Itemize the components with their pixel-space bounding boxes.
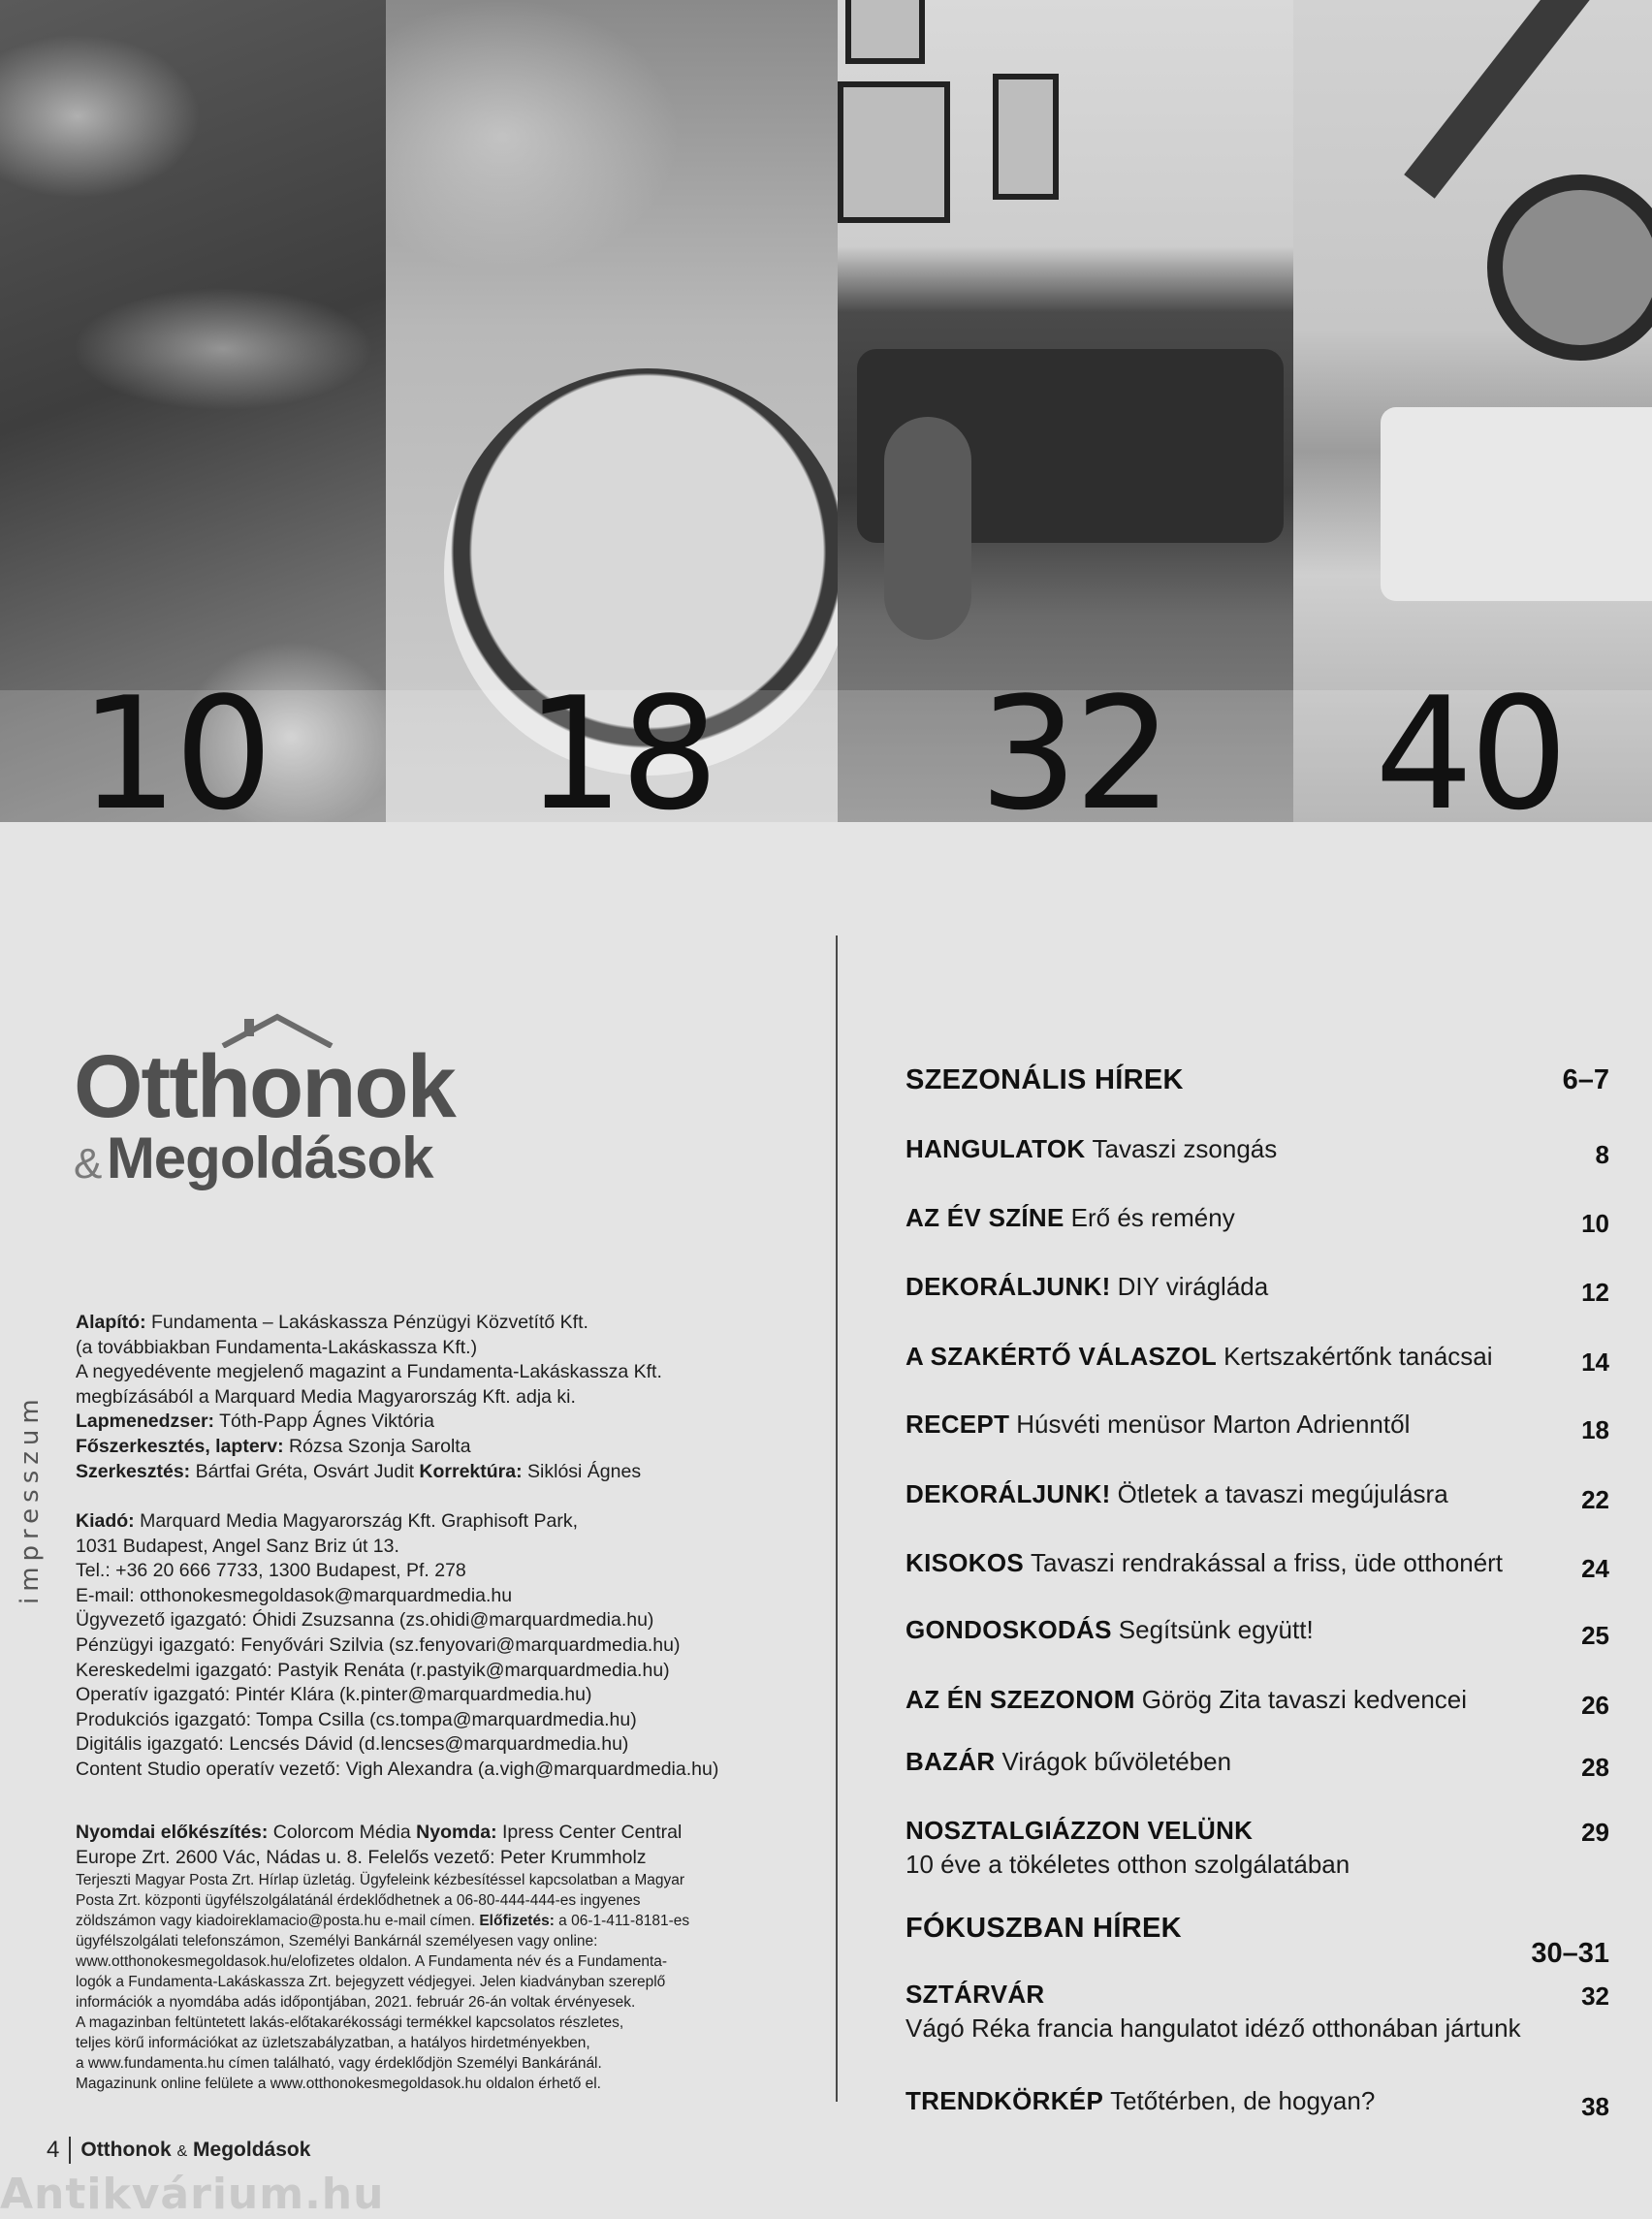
toc-entry <box>905 1980 1609 2044</box>
toc-page-number: 22 <box>1581 1485 1609 1514</box>
impressum-line: Content Studio operatív vezető: Vigh Alexandra (a.vigh@marquardmedia.hu) <box>76 1758 719 1780</box>
toc-entry <box>905 1064 1609 1096</box>
impressum-line: Szerkesztés: Bártfai Gréta, Osvárt Judit Korrektúra: Siklósi Ágnes <box>76 1460 642 1482</box>
toc-section-title: RECEPT <box>905 1410 1010 1439</box>
toc-section-title: AZ ÉV SZÍNE <box>905 1203 1064 1232</box>
toc-page-number: 14 <box>1581 1347 1609 1377</box>
impressum-line: információk a nyomdába adás időpontjában, 2021. február 26-án voltak érvényesek. <box>76 1994 636 2012</box>
toc-entry <box>905 1816 1609 1880</box>
toc-entry <box>905 1410 1609 1444</box>
impressum-line: a www.fundamenta.hu címen található, vagy érdeklődjön Személyi Bankáránál. <box>76 2055 602 2073</box>
toc-page-number: 38 <box>1581 2092 1609 2121</box>
toc-page-number: 28 <box>1581 1753 1609 1782</box>
toc-article-title: Tavaszi zsongás <box>1092 1134 1278 1163</box>
toc-page-number: 29 <box>1581 1818 1609 1847</box>
toc-entry <box>905 1913 1609 1969</box>
toc-section-title: NOSZTALGIÁZZON VELÜNK <box>905 1816 1254 1845</box>
impressum-line: Lapmenedzser: Tóth-Papp Ágnes Viktória <box>76 1411 434 1433</box>
impressum-line: Tel.: +36 20 666 7733, 1300 Budapest, Pf. 278 <box>76 1560 466 1582</box>
toc-page-number: 24 <box>1581 1554 1609 1583</box>
folio-number: 4 <box>47 2137 60 2163</box>
impressum-line: Posta Zrt. központi ügyfélszolgálatánál érdeklődhetnek a 06-80-444-444-es ingyenes <box>76 1892 641 1910</box>
toc-page-number: 26 <box>1581 1691 1609 1720</box>
impressum-line: ügyfélszolgálati telefonszámon, Személyi Bankárnál személyesen vagy online: <box>76 1933 598 1950</box>
toc-section-title: SZEZONÁLIS HÍREK <box>905 1064 1184 1095</box>
toc-article-title: Vágó Réka francia hangulatot idéző otthonában jártunk <box>905 2013 1521 2043</box>
impressum-line: teljes körű információkat az üzletszabályzatban, a hatályos hirdetményekben, <box>76 2035 590 2052</box>
toc-page-number: 25 <box>1581 1621 1609 1650</box>
footer-brand: Otthonok & Megoldások <box>80 2139 311 2161</box>
toc-page-number: 6–7 <box>1562 1064 1609 1095</box>
footer-divider <box>69 2137 71 2164</box>
toc-entry <box>905 1615 1609 1650</box>
impressum-line: Főszerkesztés, lapterv: Rózsa Szonja Sarolta <box>76 1435 471 1457</box>
photo-soup-bowl <box>386 0 838 822</box>
toc-page-number: 12 <box>1581 1278 1609 1307</box>
impressum-line: www.otthonokesmegoldasok.hu/elofizetes oldalon. A Fundamenta név és a Fundamenta- <box>76 1953 668 1971</box>
impressum-line: A negyedévente megjelenő magazint a Fundamenta-Lakáskassza Kft. <box>76 1361 662 1383</box>
toc-section-title: DEKORÁLJUNK! <box>905 1479 1111 1508</box>
toc-entry <box>905 1479 1609 1514</box>
logo-word: Megoldások <box>106 1125 433 1190</box>
impressum-line: Operatív igazgató: Pintér Klára (k.pinter@marquardmedia.hu) <box>76 1684 592 1706</box>
toc-entry <box>905 1685 1609 1720</box>
toc-entry <box>905 1134 1609 1169</box>
toc-entry <box>905 1342 1609 1377</box>
logo-line1: Otthonok <box>74 1037 455 1136</box>
toc-page-number: 18 <box>1581 1415 1609 1444</box>
impressum-line: Magazinunk online felülete a www.otthonokesmegoldasok.hu oldalon érhető el. <box>76 2076 601 2093</box>
toc-section-title: SZTÁRVÁR <box>905 1980 1045 2009</box>
impressum-line: (a továbbiakban Fundamenta-Lakáskassza Kft.) <box>76 1336 478 1358</box>
toc-article-title: Erő és remény <box>1070 1203 1235 1232</box>
toc-section-title: KISOKOS <box>905 1548 1025 1577</box>
impressum-line: A magazinban feltüntetett lakás-előtakarékossági termékkel kapcsolatos részletes, <box>76 2014 624 2032</box>
toc-section-title: AZ ÉN SZEZONOM <box>905 1685 1135 1714</box>
impressum-line: Ügyvezető igazgató: Óhidi Zsuzsanna (zs.ohidi@marquardmedia.hu) <box>76 1609 654 1632</box>
impressum-line: Produkciós igazgató: Tompa Csilla (cs.tompa@marquardmedia.hu) <box>76 1708 637 1730</box>
toc-article-title: Virágok bűvöletében <box>1001 1747 1232 1776</box>
logo-line2 <box>74 1125 433 1190</box>
toc-entry <box>905 1272 1609 1307</box>
toc-page-number: 32 <box>1581 1981 1609 2011</box>
toc-article-title: Húsvéti menüsor Marton Adrienntől <box>1016 1410 1411 1439</box>
toc-article-title: 10 éve a tökéletes otthon szolgálatában <box>905 1850 1350 1879</box>
impressum-line: megbízásából a Marquard Media Magyarország Kft. adja ki. <box>76 1385 576 1408</box>
impressum-line: Pénzügyi igazgató: Fenyővári Szilvia (sz.fenyovari@marquardmedia.hu) <box>76 1633 681 1656</box>
watermark: Antikvárium.hu <box>0 2170 385 2219</box>
photo-bedroom <box>1293 0 1652 822</box>
toc-entry <box>905 1548 1609 1583</box>
photo-feathers <box>0 0 386 822</box>
toc-section-title: TRENDKÖRKÉP <box>905 2086 1104 2115</box>
page-number-label: 10 <box>79 663 270 822</box>
impressum-line: E-mail: otthonokesmegoldasok@marquardmedia.hu <box>76 1584 513 1606</box>
toc-article-title: DIY virágláda <box>1117 1272 1269 1301</box>
page-number-label: 32 <box>979 663 1169 822</box>
toc-entry <box>905 1747 1609 1782</box>
page-number-label: 18 <box>525 663 715 822</box>
impressum-line: Europe Zrt. 2600 Vác, Nádas u. 8. Felelős vezető: Peter Krummholz <box>76 1846 647 1868</box>
toc-entry <box>905 2086 1609 2121</box>
toc-article-title: Ötletek a tavaszi megújulásra <box>1117 1479 1448 1508</box>
impressum-line: Kiadó: Marquard Media Magyarország Kft. Graphisoft Park, <box>76 1510 579 1532</box>
column-divider <box>836 935 838 2102</box>
toc-page-number: 30–31 <box>1531 1938 1609 1969</box>
toc-article-title: Görög Zita tavaszi kedvencei <box>1141 1685 1468 1714</box>
toc-page-number: 8 <box>1595 1140 1609 1169</box>
impressum-line: Terjeszti Magyar Posta Zrt. Hírlap üzletág. Ügyfeleink kézbesítéssel kapcsolatban a Magyar <box>76 1872 685 1889</box>
impressum-line: logók a Fundamenta-Lakáskassza Zrt. bejegyzett védjegyei. Jelen kiadványban szereplő <box>76 1974 666 1991</box>
toc-section-title: HANGULATOK <box>905 1134 1086 1163</box>
toc-article-title: Segítsünk együtt! <box>1118 1615 1314 1644</box>
impressum-line: zöldszámon vagy kiadoireklamacio@posta.hu e-mail címen. Előfizetés: a 06-1-411-8181-es <box>76 1913 690 1930</box>
toc-article-title: Kertszakértőnk tanácsai <box>1223 1342 1493 1371</box>
impressum-line: Nyomdai előkészítés: Colorcom Média Nyomda: Ipress Center Central <box>76 1822 683 1843</box>
toc-section-title: A SZAKÉRTŐ VÁLASZOL <box>905 1342 1218 1371</box>
impressum-block-publisher <box>76 1509 718 1783</box>
photo-living-room <box>838 0 1293 822</box>
impressum-line: 1031 Budapest, Angel Sanz Briz út 13. <box>76 1535 399 1557</box>
impressum-block-founder <box>76 1311 662 1484</box>
toc-section-title: DEKORÁLJUNK! <box>905 1272 1111 1301</box>
impresszum-side-label: impresszum <box>16 1393 45 1604</box>
toc-entry <box>905 1203 1609 1238</box>
page-footer <box>47 2137 310 2164</box>
toc-page-number: 10 <box>1581 1209 1609 1238</box>
impressum-block-print <box>76 1821 689 2094</box>
toc-section-title: GONDOSKODÁS <box>905 1615 1112 1644</box>
page-number-label: 40 <box>1375 663 1565 822</box>
logo-ampersand: & <box>74 1140 103 1188</box>
toc-article-title: Tetőtérben, de hogyan? <box>1110 2086 1376 2115</box>
impressum-line: Kereskedelmi igazgató: Pastyik Renáta (r.pastyik@marquardmedia.hu) <box>76 1659 670 1681</box>
toc-article-title: Tavaszi rendrakással a friss, üde otthonért <box>1031 1548 1504 1577</box>
cover-photo-strip <box>0 0 1652 822</box>
impressum-line: Alapító: Fundamenta – Lakáskassza Pénzügyi Közvetítő Kft. <box>76 1312 588 1333</box>
toc-section-title: BAZÁR <box>905 1747 996 1776</box>
toc-section-title: FÓKUSZBAN HÍREK <box>905 1913 1182 1944</box>
impressum-line: Digitális igazgató: Lencsés Dávid (d.lencses@marquardmedia.hu) <box>76 1733 629 1756</box>
